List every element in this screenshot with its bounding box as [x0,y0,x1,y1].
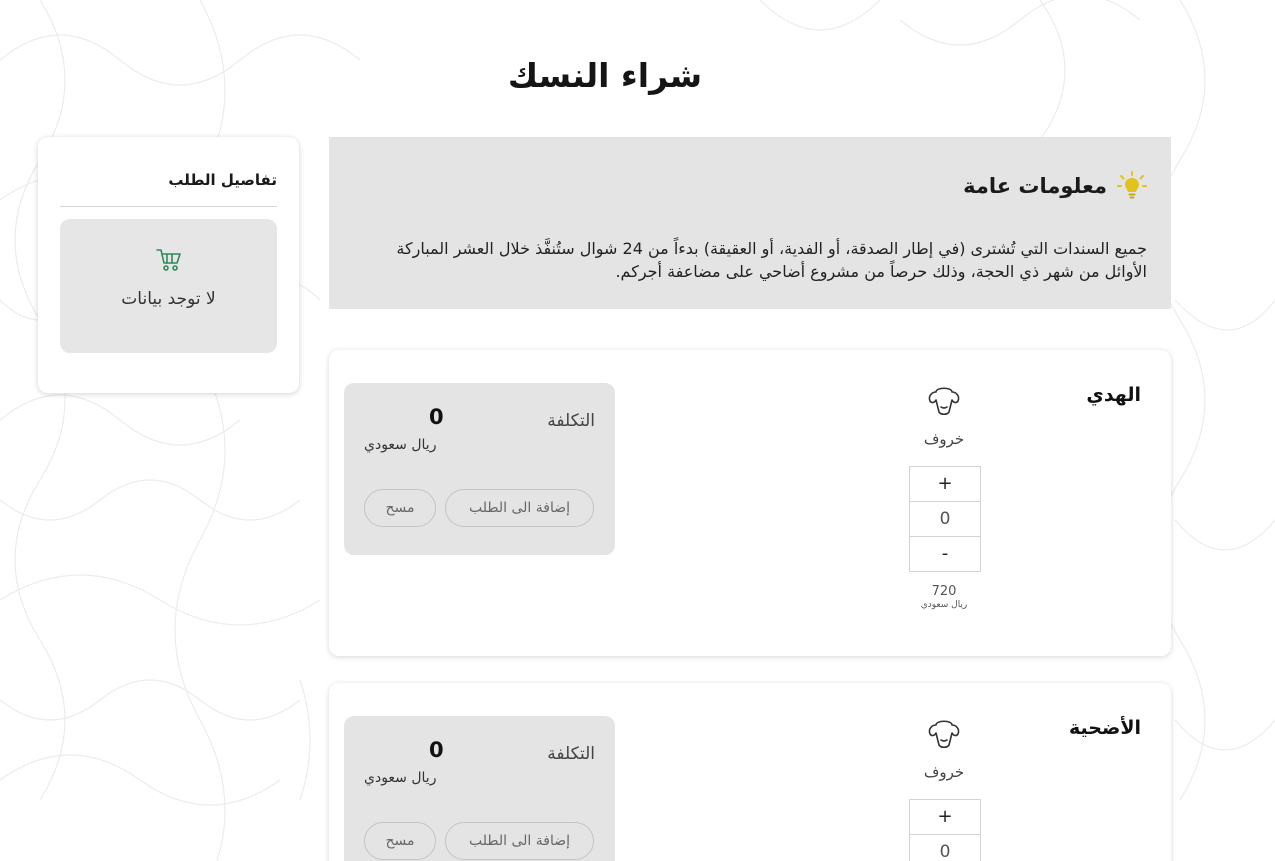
clear-button[interactable]: مسح [364,489,436,527]
quantity-field[interactable]: 0 [910,834,980,861]
animal-name: خروف [923,430,965,448]
clear-button[interactable]: مسح [364,822,436,860]
animal-option[interactable] [906,384,982,448]
cost-value: 0 [429,405,444,429]
general-info-panel [329,137,1171,309]
increment-button[interactable]: + [937,473,953,494]
cost-box [344,383,615,555]
cost-value: 0 [429,738,444,762]
general-info-title: معلومات عامة [963,174,1107,198]
product-card-udhiya [329,683,1171,861]
page-title: شراء النسك [507,56,703,95]
empty-order-text: لا توجد بيانات [121,289,216,309]
sheep-icon [925,384,963,418]
add-to-order-button[interactable]: إضافة الى الطلب [445,822,594,860]
product-name: الهدي [1086,384,1141,406]
general-info-text: جميع السندات التي تُشترى (في إطار الصدقة، أو الفدية، أو العقيقة) بدءاً من 24 شوال ستُنفَّذ خلال العشر المباركة الأوائل من شهر ذي الحجة، وذلك حرصاً من مشروع أضاحي على مضاعفة أجركم. [396,239,1147,281]
cost-box [344,716,615,861]
quantity-stepper [909,466,981,572]
cost-currency: ريال سعودي [364,437,437,453]
increment-button[interactable]: + [937,806,953,827]
cart-icon [155,247,183,273]
unit-price [906,584,982,610]
order-details-panel [38,137,299,393]
sheep-icon [925,717,963,751]
cost-currency: ريال سعودي [364,770,437,786]
cost-label: التكلفة [547,744,595,764]
divider [60,206,277,207]
empty-order-box [60,219,277,353]
product-name: الأضحية [1069,717,1141,739]
decrement-button[interactable]: - [941,543,949,564]
product-card-hady [329,350,1171,656]
add-to-order-button[interactable]: إضافة الى الطلب [445,489,594,527]
lightbulb-icon [1117,171,1147,201]
unit-price-value: 720 [931,584,957,599]
unit-price-currency: ريال سعودي [920,600,968,610]
general-info-header [963,171,1147,201]
quantity-field[interactable]: 0 [910,501,980,537]
cost-label: التكلفة [547,411,595,431]
animal-name: خروف [923,763,965,781]
animal-option[interactable] [906,717,982,781]
quantity-stepper [909,799,981,861]
order-details-title: تفاصيل الطلب [168,171,277,189]
